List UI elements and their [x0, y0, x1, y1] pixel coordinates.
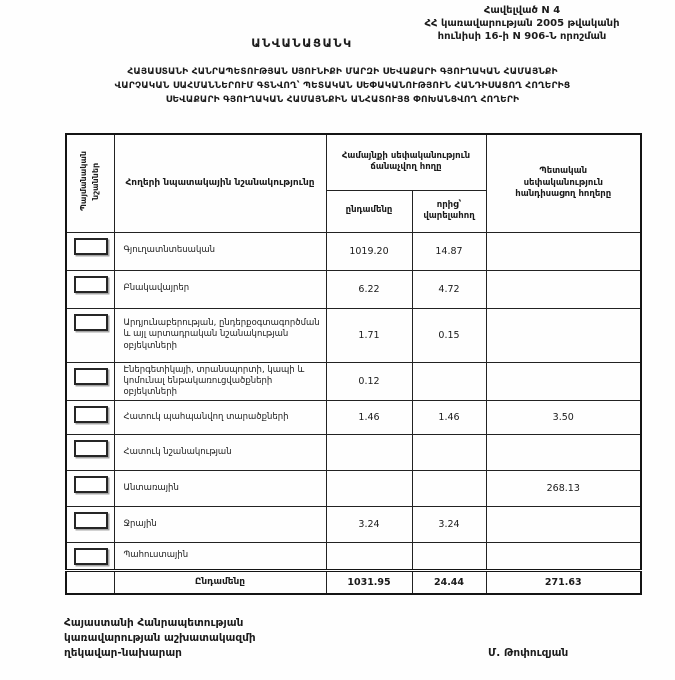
appendix-line-2: ՀՀ կառավարության 2005 թվականի [424, 18, 620, 29]
legend-cell [66, 232, 114, 270]
land-table [65, 133, 642, 595]
value-total: 6.22 [326, 270, 412, 308]
value-state [486, 542, 641, 570]
total-row [66, 570, 641, 594]
signature-line-2: կառավարության աշխատակազմի [64, 632, 256, 645]
table-row [66, 362, 641, 400]
total-value-total: 1031.95 [326, 570, 412, 594]
row-label: Գյուղատնտեսական [114, 232, 326, 270]
land-transfer-table [65, 133, 642, 595]
value-state [486, 362, 641, 400]
table-row [66, 400, 641, 434]
value-state: 3.50 [486, 400, 641, 434]
table-row [66, 308, 641, 362]
value-total: 1.71 [326, 308, 412, 362]
legend-box [74, 368, 108, 385]
row-label: Արդյունաբերության, ընդերքօգտագործման և այլ արտադրական նշանակության օբյեկտների [114, 308, 326, 362]
legend-cell [66, 308, 114, 362]
total-label: Ընդամենը [114, 570, 326, 594]
column-header-symbols: Պայմանական նշաններ [79, 151, 101, 212]
value-ofwhich: 14.87 [412, 232, 486, 270]
table-row [66, 270, 641, 308]
value-ofwhich [412, 542, 486, 570]
legend-cell [66, 434, 114, 470]
legend-cell-empty [66, 570, 114, 594]
total-value-state: 271.63 [486, 570, 641, 594]
legend-cell [66, 470, 114, 506]
value-state [486, 232, 641, 270]
legend-box [74, 512, 108, 529]
signature-block [64, 616, 256, 662]
column-header-symbols-cell [66, 134, 114, 232]
row-label: Ջրային [114, 506, 326, 542]
value-total: 1.46 [326, 400, 412, 434]
value-ofwhich [412, 434, 486, 470]
legend-box [74, 476, 108, 493]
value-state [486, 270, 641, 308]
document-subtitle [35, 66, 650, 108]
document-title: ԱՆՎԱՆԱՑԱՆԿ [251, 36, 353, 50]
column-header-community-group: Համայնքի սեփականություն ճանաչվող հողը [326, 134, 486, 190]
value-total: 1019.20 [326, 232, 412, 270]
value-ofwhich: 3.24 [412, 506, 486, 542]
value-ofwhich: 1.46 [412, 400, 486, 434]
appendix-line-1: Հավելված N 4 [483, 5, 561, 16]
legend-box [74, 314, 108, 331]
legend-box [74, 440, 108, 457]
value-ofwhich [412, 470, 486, 506]
row-label: Հատուկ նշանակության [114, 434, 326, 470]
value-total: 3.24 [326, 506, 412, 542]
value-state [486, 308, 641, 362]
legend-box [74, 276, 108, 293]
value-state [486, 506, 641, 542]
legend-cell [66, 362, 114, 400]
value-total [326, 470, 412, 506]
legend-box [74, 548, 108, 565]
signatory-name: Մ. Թոփուզյան [488, 647, 569, 659]
row-label: Բնակավայրեր [114, 270, 326, 308]
value-total [326, 542, 412, 570]
signature-line-1: Հայաստանի Հանրապետության [64, 617, 244, 629]
table-row [66, 434, 641, 470]
column-header-purpose: Հողերի նպատակային նշանակությունը [114, 134, 326, 232]
value-ofwhich: 0.15 [412, 308, 486, 362]
column-header-state: Պետական սեփականություն հանդիսացող հողերը [486, 134, 641, 232]
table-row [66, 506, 641, 542]
value-total: 0.12 [326, 362, 412, 400]
signature-line-3: ղեկավար-նախարար [64, 647, 182, 660]
value-state [486, 434, 641, 470]
appendix-line-3: հունիսի 16-ի N 906-Ն որոշման [437, 31, 607, 42]
value-total [326, 434, 412, 470]
total-value-ofwhich: 24.44 [412, 570, 486, 594]
value-ofwhich [412, 362, 486, 400]
legend-cell [66, 270, 114, 308]
table-row [66, 470, 641, 506]
legend-cell [66, 542, 114, 570]
legend-cell [66, 400, 114, 434]
legend-cell [66, 506, 114, 542]
column-header-ofwhich: որից՝ վարելահող [412, 190, 486, 232]
value-state: 268.13 [486, 470, 641, 506]
subtitle-line-2: ՎԱՐՉԱԿԱՆ ՍԱՀՄԱՆՆԵՐՈՒՄ ԳՏՆՎՈՂ՝ ՊԵՏԱԿԱՆ ՍԵՓԱԿԱՆՈՒԹՅՈՒՆ ՀԱՆԴԻՍԱՑՈՂ ՀՈՂԵՐԻՑ [114, 80, 571, 91]
row-label: Անտառային [114, 470, 326, 506]
column-header-total: ընդամենը [326, 190, 412, 232]
row-label: Էներգետիկայի, տրանսպորտի, կապի և կոմունալ ենթակառուցվածքների օբյեկտների [114, 362, 326, 400]
table-row [66, 542, 641, 570]
table-row [66, 232, 641, 270]
subtitle-line-1: ՀԱՅԱՍՏԱՆԻ ՀԱՆՐԱՊԵՏՈՒԹՅԱՆ ՍՅՈՒՆԻՔԻ ՄԱՐԶԻ ՍԵՎԱՔԱՐԻ ԳՅՈՒՂԱԿԱՆ ՀԱՄԱՅՆՔԻ [127, 67, 558, 77]
legend-box [74, 238, 108, 255]
legend-box [74, 406, 108, 423]
value-ofwhich: 4.72 [412, 270, 486, 308]
row-label: Հատուկ պահպանվող տարածքների [114, 400, 326, 434]
subtitle-line-3: ՍԵՎԱՔԱՐԻ ԳՅՈՒՂԱԿԱՆ ՀԱՄԱՅՆՔԻՆ ԱՆՀԱՏՈՒՅՑ ՓՈԽԱՆՑՎՈՂ ՀՈՂԵՐԻ [165, 94, 520, 105]
row-label: Պահուստային [114, 542, 326, 570]
